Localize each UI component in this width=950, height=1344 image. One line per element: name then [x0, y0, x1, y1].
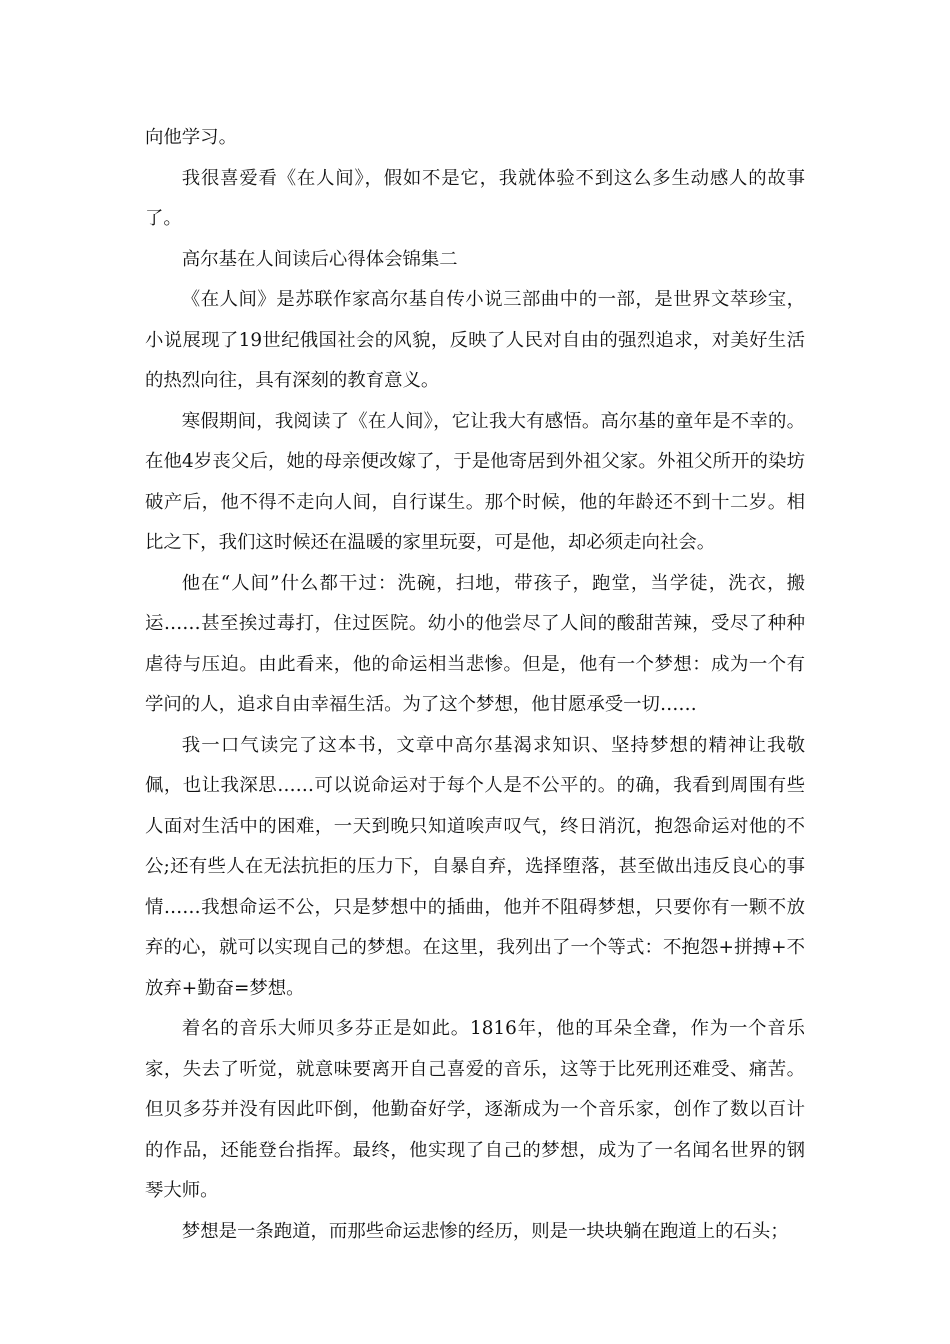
section-heading: 高尔基在人间读后心得体会锦集二 [181, 248, 458, 270]
paragraph-preference: 我很喜爱看《在人间》，假如不是它，我就体验不到这么多生动感人的故事了。 [145, 167, 805, 229]
paragraph-reflection: 我一口气读完了这本书，文章中高尔基渴求知识、坚持梦想的精神让我敬佩，也让我深思……可以说命运对于每个人是不公平的。的确，我看到周围有些人面对生活中的困难，一天到晚只知道唉声叹气，终日消沉，抱怨命运对他的不公;还有些人在无法抗拒的压力下，自暴自弃，选择堕落，甚至做出违反良心的事情……我想命运不公，只是梦想中的插曲，他并不阻碍梦想，只要你有一颗不放弃的心，就可以实现自己的梦想。在这里，我列出了一个等式：不抱怨+拼搏+不放弃+勤奋=梦想。 [145, 734, 805, 999]
paragraph-beethoven: 着名的音乐大师贝多芬正是如此。1816年，他的耳朵全聋，作为一个音乐家，失去了听觉，就意味要离开自己喜爱的音乐，这等于比死刑还难受、痛苦。但贝多芬并没有因此吓倒，他勤奋好学，逐渐成为一个音乐家，创作了数以百计的作品，还能登台指挥。最终，他实现了自己的梦想，成为了一名闻名世界的钢琴大师。 [145, 1018, 805, 1201]
paragraph-childhood: 寒假期间，我阅读了《在人间》，它让我大有感悟。高尔基的童年是不幸的。在他4岁丧父后，她的母亲便改嫁了，于是他寄居到外祖父家。外祖父所开的染坊破产后，他不得不走向人间，自行谋生。那个时候，他的年龄还不到十二岁。相比之下，我们这时候还在温暖的家里玩耍，可是他，却必须走向社会。 [145, 410, 805, 553]
paragraph-dream: 梦想是一条跑道，而那些命运悲惨的经历，则是一块块躺在跑道上的石头； [181, 1220, 789, 1242]
document-body [145, 118, 805, 1252]
paragraph-continuation: 向他学习。 [145, 127, 237, 148]
paragraph-hardship: 他在“人间”什么都干过：洗碗，扫地，带孩子，跑堂，当学徒，洗衣，搬运……甚至挨过毒打，住过医院。幼小的他尝尽了人间的酸甜苦辣，受尽了种种虐待与压迫。由此看来，他的命运相当悲惨。但是，他有一个梦想：成为一个有学问的人，追求自由幸福生活。为了这个梦想，他甘愿承受一切…… [145, 572, 805, 715]
paragraph-intro: 《在人间》是苏联作家高尔基自传小说三部曲中的一部，是世界文萃珍宝，小说展现了19世纪俄国社会的风貌，反映了人民对自由的强烈追求，对美好生活的热烈向往，具有深刻的教育意义。 [145, 289, 805, 391]
